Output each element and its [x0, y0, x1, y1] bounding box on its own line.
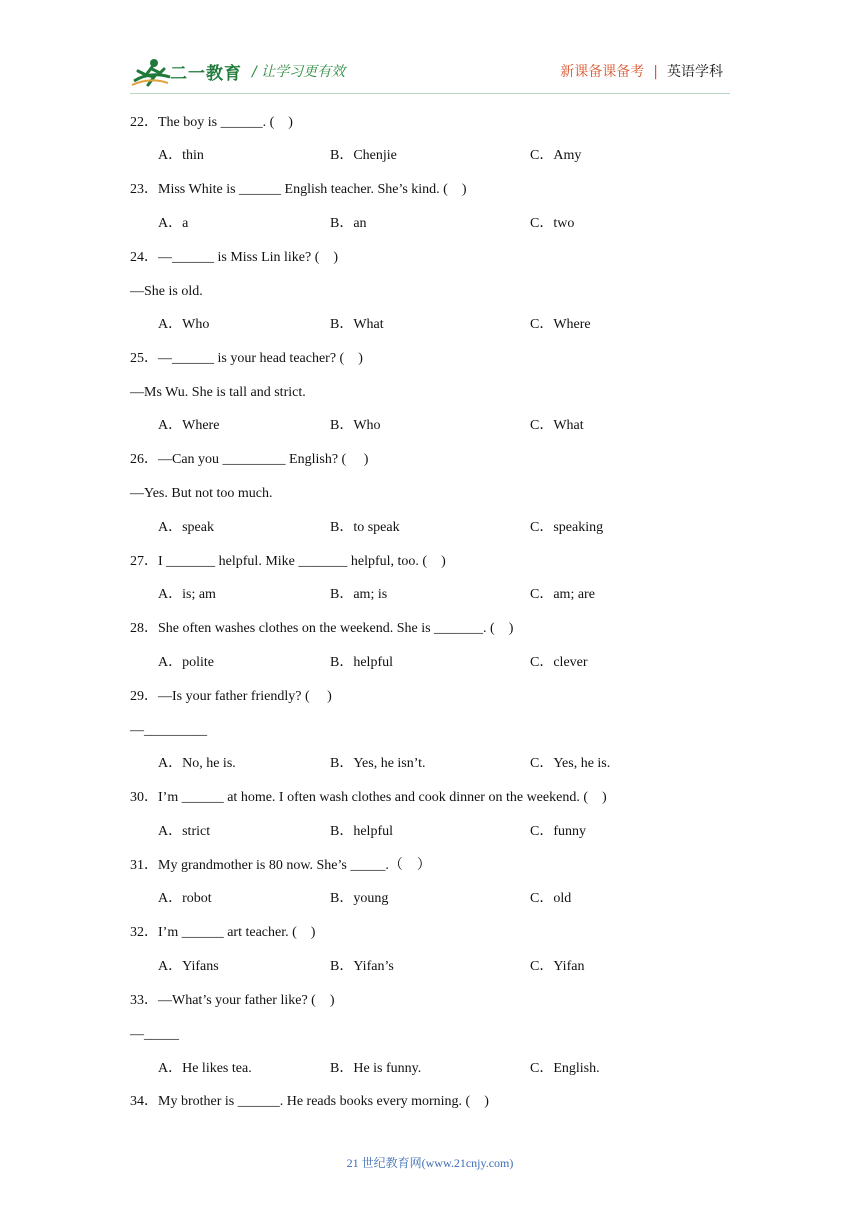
option-c: C．old	[530, 891, 572, 906]
options-23	[158, 215, 718, 233]
options-26	[158, 519, 718, 537]
question-32: 32．I’m ______ art teacher. ( )	[130, 925, 316, 940]
question-31: 31．My grandmother is 80 now. She’s _____.（ ）	[130, 858, 431, 873]
option-b: B．young	[330, 891, 389, 906]
options-31	[158, 890, 718, 908]
options-32	[158, 958, 718, 976]
response-24: —She is old.	[130, 284, 203, 299]
option-a: A．is; am	[158, 587, 216, 602]
option-c: C．clever	[530, 655, 588, 670]
response-33: —_____	[130, 1027, 179, 1042]
option-c: C．Yes, he is.	[530, 756, 611, 771]
question-27: 27．I _______ helpful. Mike _______ helpful, too. ( )	[130, 554, 446, 569]
options-28	[158, 654, 718, 672]
options-22	[158, 147, 718, 165]
options-27	[158, 586, 718, 604]
option-b: B．an	[330, 216, 367, 231]
option-c: C．Where	[530, 317, 591, 332]
option-a: A．No, he is.	[158, 756, 236, 771]
response-26: —Yes. But not too much.	[130, 486, 273, 501]
header-divider	[130, 93, 730, 94]
page-header	[0, 0, 860, 100]
page-footer: 21 世纪教育网(www.21cnjy.com)	[346, 1156, 514, 1170]
option-b: B．Who	[330, 418, 381, 433]
options-33	[158, 1060, 718, 1078]
header-subject-label: 英语学科	[667, 64, 723, 80]
option-c: C．English.	[530, 1061, 600, 1076]
header-subject	[560, 61, 723, 81]
header-course-label: 新课备课备考	[560, 64, 645, 80]
option-a: A．speak	[158, 520, 214, 535]
options-25	[158, 417, 718, 435]
option-c: C．two	[530, 216, 575, 231]
option-c: C．What	[530, 418, 584, 433]
options-29	[158, 755, 718, 773]
response-29: —_________	[130, 723, 207, 738]
question-30: 30．I’m ______ at home. I often wash clothes and cook dinner on the weekend. ( )	[130, 790, 607, 805]
response-25: —Ms Wu. She is tall and strict.	[130, 385, 306, 400]
header-slogan: / 让学习更有效	[252, 64, 346, 80]
header-separator: |	[653, 64, 658, 80]
logo-text: 二一教育	[170, 64, 242, 84]
option-c: C．speaking	[530, 520, 604, 535]
option-a: A．He likes tea.	[158, 1061, 252, 1076]
option-a: A．Who	[158, 317, 210, 332]
question-29: 29．—Is your father friendly? ( )	[130, 689, 332, 704]
option-b: B．helpful	[330, 655, 393, 670]
option-b: B．He is funny.	[330, 1061, 422, 1076]
option-a: A．Where	[158, 418, 220, 433]
option-c: C．am; are	[530, 587, 595, 602]
option-b: B．Chenjie	[330, 148, 397, 163]
option-b: B．am; is	[330, 587, 388, 602]
question-23: 23．Miss White is ______ English teacher. She’s kind. ( )	[130, 182, 467, 197]
option-a: A．Yifans	[158, 959, 219, 974]
option-c: C．Amy	[530, 148, 582, 163]
option-b: B．Yes, he isn’t.	[330, 756, 426, 771]
question-33: 33．—What’s your father like? ( )	[130, 993, 335, 1008]
question-24: 24．—______ is Miss Lin like? ( )	[130, 250, 339, 265]
option-a: A．polite	[158, 655, 214, 670]
question-22: 22．The boy is ______. ( )	[130, 115, 293, 130]
option-b: B．Yifan’s	[330, 959, 394, 974]
option-b: B．to speak	[330, 520, 400, 535]
option-c: C．Yifan	[530, 959, 585, 974]
option-a: A．robot	[158, 891, 212, 906]
question-25: 25．—______ is your head teacher? ( )	[130, 351, 363, 366]
question-26: 26．—Can you _________ English? ( )	[130, 452, 369, 467]
option-a: A．a	[158, 216, 189, 231]
options-30	[158, 823, 718, 841]
question-28: 28．She often washes clothes on the weekend. She is _______. ( )	[130, 621, 514, 636]
question-34: 34．My brother is ______. He reads books every morning. ( )	[130, 1094, 489, 1109]
option-b: B．helpful	[330, 824, 393, 839]
option-b: B．What	[330, 317, 384, 332]
options-24	[158, 316, 718, 334]
option-a: A．strict	[158, 824, 211, 839]
option-c: C．funny	[530, 824, 586, 839]
option-a: A．thin	[158, 148, 204, 163]
